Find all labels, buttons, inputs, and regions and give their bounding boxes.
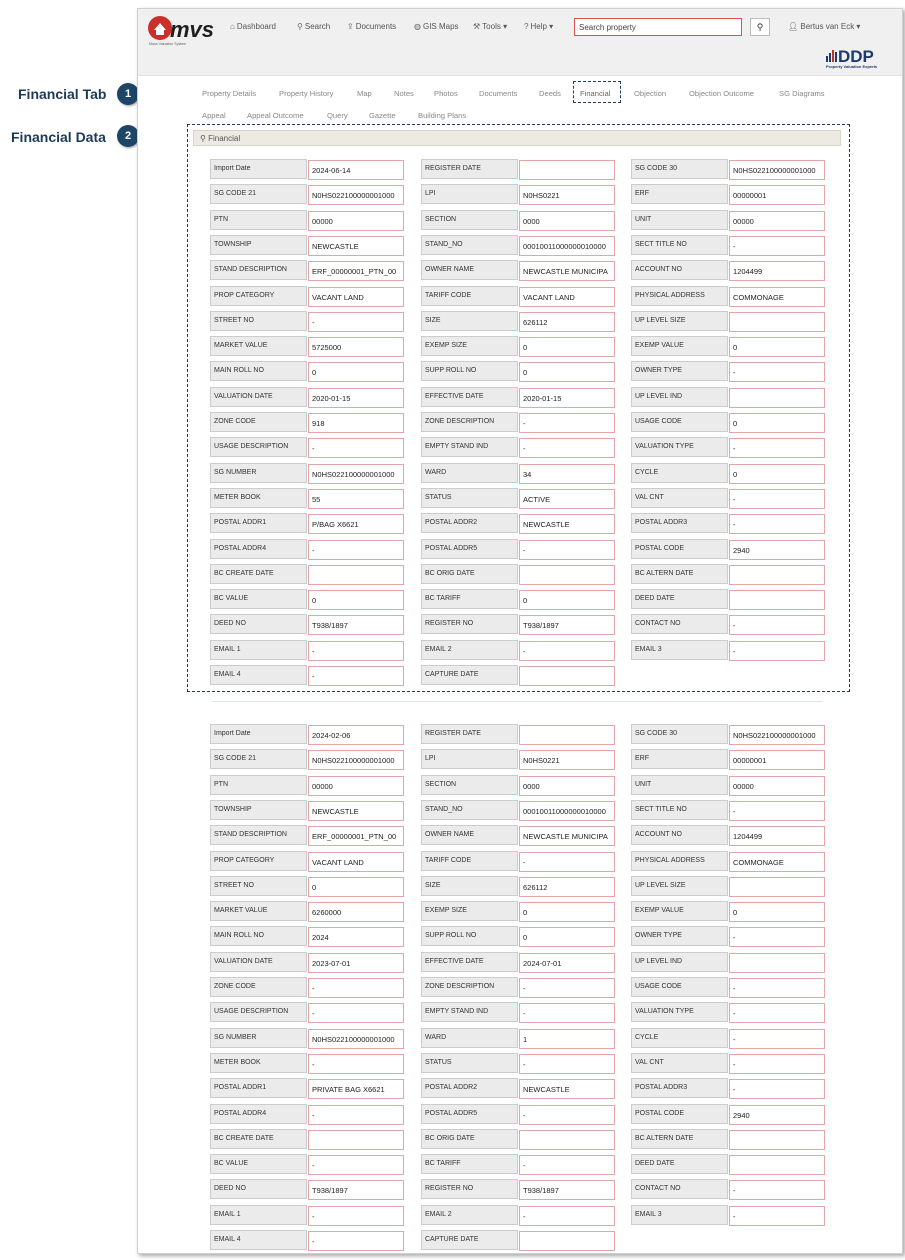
field-value-register-no[interactable]: T938/1897 bbox=[519, 1180, 615, 1200]
field-label-exemp-size: EXEMP SIZE bbox=[421, 901, 518, 921]
field-label-email-3: EMAIL 3 bbox=[631, 640, 728, 660]
field-label-up-level-ind: UP LEVEL IND bbox=[631, 952, 728, 972]
field-value-valuation-date[interactable]: 2020-01-15 bbox=[308, 388, 404, 408]
field-label-ptn: PTN bbox=[210, 210, 307, 230]
field-value-up-level-ind[interactable] bbox=[729, 953, 825, 973]
user-menu[interactable]: 👤︎ Bertus van Eck ▾ bbox=[788, 22, 861, 31]
field-value-unit[interactable]: 00000 bbox=[729, 211, 825, 231]
field-label-unit: UNIT bbox=[631, 775, 728, 795]
field-label-email-4: EMAIL 4 bbox=[210, 1230, 307, 1250]
tab-objection[interactable]: Objection bbox=[634, 89, 667, 98]
field-label-section: SECTION bbox=[421, 210, 518, 230]
field-label-main-roll-no: MAIN ROLL NO bbox=[210, 926, 307, 946]
field-label-stand-description: STAND DESCRIPTION bbox=[210, 260, 307, 280]
field-value-tariff-code[interactable]: VACANT LAND bbox=[519, 287, 615, 307]
field-value-deed-no[interactable]: T938/1897 bbox=[308, 615, 404, 635]
field-label-zone-description: ZONE DESCRIPTION bbox=[421, 412, 518, 432]
field-label-size: SIZE bbox=[421, 311, 518, 331]
field-label-deed-no: DEED NO bbox=[210, 614, 307, 634]
field-label-effective-date: EFFECTIVE DATE bbox=[421, 952, 518, 972]
field-label-bc-altern-date: BC ALTERN DATE bbox=[631, 564, 728, 584]
field-value-sg-code-21[interactable]: N0HS022100000001000 bbox=[308, 185, 404, 205]
field-value-deed-no[interactable]: T938/1897 bbox=[308, 1180, 404, 1200]
field-value-bc-altern-date[interactable] bbox=[729, 1130, 825, 1150]
user-icon: 👤︎ bbox=[788, 22, 801, 31]
field-value-postal-addr4[interactable]: - bbox=[308, 540, 404, 560]
field-label-street-no: STREET NO bbox=[210, 876, 307, 896]
field-label-register-date: REGISTER DATE bbox=[421, 724, 518, 744]
field-label-bc-create-date: BC CREATE DATE bbox=[210, 564, 307, 584]
field-value-prop-category[interactable]: VACANT LAND bbox=[308, 852, 404, 872]
field-label-sg-code-30: SG CODE 30 bbox=[631, 724, 728, 744]
field-label-postal-addr4: POSTAL ADDR4 bbox=[210, 1104, 307, 1124]
field-label-register-date: REGISTER DATE bbox=[421, 159, 518, 179]
callout-label-financial-tab: Financial Tab bbox=[18, 86, 107, 102]
field-label-postal-addr3: POSTAL ADDR3 bbox=[631, 1078, 728, 1098]
field-value-market-value[interactable]: 5725000 bbox=[308, 337, 404, 357]
field-value-email-1[interactable]: - bbox=[308, 641, 404, 661]
field-label-usage-description: USAGE DESCRIPTION bbox=[210, 1002, 307, 1022]
field-label-stand-description: STAND DESCRIPTION bbox=[210, 825, 307, 845]
field-label-owner-name: OWNER NAME bbox=[421, 260, 518, 280]
field-label-val-cnt: VAL CNT bbox=[631, 488, 728, 508]
callout-badge-1: 1 bbox=[117, 83, 139, 105]
field-value-exemp-value[interactable]: 0 bbox=[729, 902, 825, 922]
field-value-sg-code-21[interactable]: N0HS022100000001000 bbox=[308, 750, 404, 770]
field-label-email-1: EMAIL 1 bbox=[210, 640, 307, 660]
svg-text:DDP: DDP bbox=[838, 47, 874, 66]
map-marker-icon: ⚲ bbox=[200, 134, 209, 143]
field-value-empty-stand-ind[interactable]: - bbox=[519, 438, 615, 458]
field-label-meter-book: METER BOOK bbox=[210, 488, 307, 508]
svg-text:Property Valuation Experts: Property Valuation Experts bbox=[826, 64, 878, 69]
field-value-stand-no[interactable]: 00010011000000010000 bbox=[519, 236, 615, 256]
field-label-import-date: Import Date bbox=[210, 159, 307, 179]
field-label-physical-address: PHYSICAL ADDRESS bbox=[631, 286, 728, 306]
field-label-bc-orig-date: BC ORIG DATE bbox=[421, 1129, 518, 1149]
field-value-sect-title-no[interactable]: - bbox=[729, 236, 825, 256]
field-value-valuation-date[interactable]: 2023-07-01 bbox=[308, 953, 404, 973]
field-value-import-date[interactable]: 2024-02-06 bbox=[308, 725, 404, 745]
field-value-contact-no[interactable]: - bbox=[729, 1180, 825, 1200]
field-label-register-no: REGISTER NO bbox=[421, 1179, 518, 1199]
tab-documents[interactable]: Documents bbox=[479, 89, 518, 98]
field-label-stand-no: STAND_NO bbox=[421, 800, 518, 820]
svg-text:mvs: mvs bbox=[170, 17, 215, 42]
field-value-bc-orig-date[interactable] bbox=[519, 1130, 615, 1150]
tab-notes[interactable]: Notes bbox=[394, 89, 414, 98]
field-label-cycle: CYCLE bbox=[631, 1028, 728, 1048]
tab-financial[interactable]: Financial bbox=[580, 89, 611, 98]
field-label-bc-create-date: BC CREATE DATE bbox=[210, 1129, 307, 1149]
field-value-effective-date[interactable]: 2024-07-01 bbox=[519, 953, 615, 973]
tab-property-history[interactable]: Property History bbox=[279, 89, 334, 98]
field-label-bc-tariff: BC TARIFF bbox=[421, 589, 518, 609]
field-value-ptn[interactable]: 00000 bbox=[308, 776, 404, 796]
field-label-sg-code-21: SG CODE 21 bbox=[210, 184, 307, 204]
callout-label-financial-data: Financial Data bbox=[11, 129, 106, 145]
ddp-logo bbox=[824, 44, 888, 70]
field-value-email-2[interactable]: - bbox=[519, 1206, 615, 1226]
field-value-usage-description[interactable]: - bbox=[308, 1003, 404, 1023]
field-value-meter-book[interactable]: 55 bbox=[308, 489, 404, 509]
field-label-prop-category: PROP CATEGORY bbox=[210, 286, 307, 306]
field-value-register-date[interactable] bbox=[519, 160, 615, 180]
field-label-township: TOWNSHIP bbox=[210, 800, 307, 820]
field-value-usage-code[interactable]: 0 bbox=[729, 413, 825, 433]
field-value-valuation-type[interactable]: - bbox=[729, 438, 825, 458]
field-label-market-value: MARKET VALUE bbox=[210, 901, 307, 921]
field-label-exemp-value: EXEMP VALUE bbox=[631, 901, 728, 921]
field-label-postal-code: POSTAL CODE bbox=[631, 1104, 728, 1124]
field-value-bc-create-date[interactable] bbox=[308, 1130, 404, 1150]
tab-appeal-outcome[interactable]: Appeal Outcome bbox=[247, 111, 304, 120]
field-label-postal-code: POSTAL CODE bbox=[631, 539, 728, 559]
tab-appeal[interactable]: Appeal bbox=[202, 111, 226, 120]
field-label-section: SECTION bbox=[421, 775, 518, 795]
field-label-account-no: ACCOUNT NO bbox=[631, 260, 728, 280]
field-value-capture-date[interactable] bbox=[519, 666, 615, 686]
field-label-empty-stand-ind: EMPTY STAND IND bbox=[421, 1002, 518, 1022]
field-value-zone-description[interactable]: - bbox=[519, 413, 615, 433]
field-label-bc-tariff: BC TARIFF bbox=[421, 1154, 518, 1174]
field-value-lpi[interactable]: N0HS0221 bbox=[519, 185, 615, 205]
search-icon: ⚲ bbox=[756, 22, 764, 32]
field-label-up-level-size: UP LEVEL SIZE bbox=[631, 876, 728, 896]
field-value-email-3[interactable]: - bbox=[729, 641, 825, 661]
field-label-usage-description: USAGE DESCRIPTION bbox=[210, 437, 307, 457]
field-label-size: SIZE bbox=[421, 876, 518, 896]
search-button[interactable] bbox=[750, 18, 770, 36]
field-value-postal-addr5[interactable]: - bbox=[519, 540, 615, 560]
field-label-supp-roll-no: SUPP ROLL NO bbox=[421, 361, 518, 381]
field-label-capture-date: CAPTURE DATE bbox=[421, 1230, 518, 1250]
tab-deeds[interactable]: Deeds bbox=[539, 89, 561, 98]
field-value-exemp-size[interactable]: 0 bbox=[519, 337, 615, 357]
field-label-email-1: EMAIL 1 bbox=[210, 1205, 307, 1225]
field-value-val-cnt[interactable]: - bbox=[729, 1054, 825, 1074]
field-value-owner-type[interactable]: - bbox=[729, 362, 825, 382]
field-label-township: TOWNSHIP bbox=[210, 235, 307, 255]
field-value-owner-name[interactable]: NEWCASTLE MUNICIPA bbox=[519, 261, 615, 281]
field-label-cycle: CYCLE bbox=[631, 463, 728, 483]
tab-query[interactable]: Query bbox=[327, 111, 348, 120]
field-value-ward[interactable]: 34 bbox=[519, 464, 615, 484]
field-value-bc-altern-date[interactable] bbox=[729, 565, 825, 585]
field-label-sg-number: SG NUMBER bbox=[210, 463, 307, 483]
field-label-usage-code: USAGE CODE bbox=[631, 977, 728, 997]
field-label-bc-orig-date: BC ORIG DATE bbox=[421, 564, 518, 584]
field-label-stand-no: STAND_NO bbox=[421, 235, 518, 255]
field-value-postal-addr1[interactable]: P/BAG X6621 bbox=[308, 514, 404, 534]
field-label-market-value: MARKET VALUE bbox=[210, 336, 307, 356]
nav-documents[interactable]: ⇪ Documents bbox=[347, 22, 397, 31]
field-value-bc-value[interactable]: 0 bbox=[308, 590, 404, 610]
field-value-township[interactable]: NEWCASTLE bbox=[308, 236, 404, 256]
field-label-bc-value: BC VALUE bbox=[210, 589, 307, 609]
field-value-supp-roll-no[interactable]: 0 bbox=[519, 927, 615, 947]
field-value-township[interactable]: NEWCASTLE bbox=[308, 801, 404, 821]
financial-tab-highlight bbox=[573, 81, 621, 103]
nav-dashboard[interactable]: ⌂ Dashboard bbox=[230, 22, 276, 31]
field-label-usage-code: USAGE CODE bbox=[631, 412, 728, 432]
field-label-sg-number: SG NUMBER bbox=[210, 1028, 307, 1048]
tab-building-plans[interactable]: Building Plans bbox=[418, 111, 467, 120]
field-label-capture-date: CAPTURE DATE bbox=[421, 665, 518, 685]
callout-badge-2: 2 bbox=[117, 125, 139, 147]
field-label-main-roll-no: MAIN ROLL NO bbox=[210, 361, 307, 381]
field-label-owner-name: OWNER NAME bbox=[421, 825, 518, 845]
field-value-import-date[interactable]: 2024-06-14 bbox=[308, 160, 404, 180]
field-label-prop-category: PROP CATEGORY bbox=[210, 851, 307, 871]
field-label-email-2: EMAIL 2 bbox=[421, 1205, 518, 1225]
tab-sg-diagrams[interactable]: SG Diagrams bbox=[779, 89, 825, 98]
nav-help[interactable]: ? Help ▾ bbox=[524, 22, 554, 31]
field-label-status: STATUS bbox=[421, 1053, 518, 1073]
field-label-ptn: PTN bbox=[210, 775, 307, 795]
field-label-owner-type: OWNER TYPE bbox=[631, 361, 728, 381]
field-value-up-level-size[interactable] bbox=[729, 877, 825, 897]
field-value-cycle[interactable]: 0 bbox=[729, 464, 825, 484]
field-label-bc-value: BC VALUE bbox=[210, 1154, 307, 1174]
wrench-icon: ⚒ bbox=[473, 22, 481, 31]
field-value-bc-tariff[interactable]: - bbox=[519, 1155, 615, 1175]
field-value-street-no[interactable]: 0 bbox=[308, 877, 404, 897]
nav-gis-maps[interactable]: ◍ GIS Maps bbox=[414, 22, 459, 31]
field-label-unit: UNIT bbox=[631, 210, 728, 230]
field-value-market-value[interactable]: 6260000 bbox=[308, 902, 404, 922]
field-label-street-no: STREET NO bbox=[210, 311, 307, 331]
record-separator bbox=[212, 701, 822, 702]
field-value-prop-category[interactable]: VACANT LAND bbox=[308, 287, 404, 307]
field-value-capture-date[interactable] bbox=[519, 1231, 615, 1251]
field-label-postal-addr5: POSTAL ADDR5 bbox=[421, 539, 518, 559]
field-value-up-level-size[interactable] bbox=[729, 312, 825, 332]
field-label-postal-addr2: POSTAL ADDR2 bbox=[421, 513, 518, 533]
field-label-tariff-code: TARIFF CODE bbox=[421, 286, 518, 306]
field-label-postal-addr4: POSTAL ADDR4 bbox=[210, 539, 307, 559]
field-value-postal-addr3[interactable]: - bbox=[729, 1079, 825, 1099]
field-value-postal-addr2[interactable]: NEWCASTLE bbox=[519, 514, 615, 534]
field-value-postal-code[interactable]: 2940 bbox=[729, 540, 825, 560]
field-value-bc-value[interactable]: - bbox=[308, 1155, 404, 1175]
field-value-physical-address[interactable]: COMMONAGE bbox=[729, 852, 825, 872]
field-value-street-no[interactable]: - bbox=[308, 312, 404, 332]
field-value-effective-date[interactable]: 2020-01-15 bbox=[519, 388, 615, 408]
mvs-logo[interactable] bbox=[146, 13, 220, 47]
tab-objection-outcome[interactable]: Objection Outcome bbox=[689, 89, 754, 98]
field-label-deed-date: DEED DATE bbox=[631, 589, 728, 609]
field-value-owner-name[interactable]: NEWCASTLE MUNICIPA bbox=[519, 826, 615, 846]
field-value-deed-date[interactable] bbox=[729, 1155, 825, 1175]
field-label-contact-no: CONTACT NO bbox=[631, 1179, 728, 1199]
field-value-size[interactable]: 626112 bbox=[519, 877, 615, 897]
field-label-ward: WARD bbox=[421, 463, 518, 483]
field-value-email-1[interactable]: - bbox=[308, 1206, 404, 1226]
field-value-register-no[interactable]: T938/1897 bbox=[519, 615, 615, 635]
tab-gazette[interactable]: Gazette bbox=[369, 111, 396, 120]
field-label-valuation-type: VALUATION TYPE bbox=[631, 437, 728, 457]
financial-section-header: ⚲ Financial bbox=[193, 130, 841, 146]
field-label-zone-description: ZONE DESCRIPTION bbox=[421, 977, 518, 997]
field-value-status[interactable]: ACTIVE bbox=[519, 489, 615, 509]
field-label-postal-addr2: POSTAL ADDR2 bbox=[421, 1078, 518, 1098]
field-value-supp-roll-no[interactable]: 0 bbox=[519, 362, 615, 382]
field-label-erf: ERF bbox=[631, 184, 728, 204]
field-label-empty-stand-ind: EMPTY STAND IND bbox=[421, 437, 518, 457]
field-value-email-2[interactable]: - bbox=[519, 641, 615, 661]
field-label-postal-addr1: POSTAL ADDR1 bbox=[210, 1078, 307, 1098]
field-value-postal-addr5[interactable]: - bbox=[519, 1105, 615, 1125]
field-label-email-3: EMAIL 3 bbox=[631, 1205, 728, 1225]
field-value-email-3[interactable]: - bbox=[729, 1206, 825, 1226]
search-icon: ⚲ bbox=[297, 22, 303, 31]
field-label-up-level-size: UP LEVEL SIZE bbox=[631, 311, 728, 331]
field-label-status: STATUS bbox=[421, 488, 518, 508]
field-label-exemp-size: EXEMP SIZE bbox=[421, 336, 518, 356]
field-value-size[interactable]: 626112 bbox=[519, 312, 615, 332]
field-label-postal-addr5: POSTAL ADDR5 bbox=[421, 1104, 518, 1124]
field-label-meter-book: METER BOOK bbox=[210, 1053, 307, 1073]
field-value-exemp-value[interactable]: 0 bbox=[729, 337, 825, 357]
field-label-postal-addr1: POSTAL ADDR1 bbox=[210, 513, 307, 533]
field-value-deed-date[interactable] bbox=[729, 590, 825, 610]
field-value-exemp-size[interactable]: 0 bbox=[519, 902, 615, 922]
field-value-usage-code[interactable]: - bbox=[729, 978, 825, 998]
field-label-lpi: LPI bbox=[421, 184, 518, 204]
field-label-import-date: Import Date bbox=[210, 724, 307, 744]
field-label-valuation-date: VALUATION DATE bbox=[210, 952, 307, 972]
dashboard-icon: ⌂ bbox=[230, 22, 235, 31]
upload-icon: ⇪ bbox=[347, 22, 354, 31]
field-label-sect-title-no: SECT TITLE NO bbox=[631, 235, 728, 255]
field-value-postal-code[interactable]: 2940 bbox=[729, 1105, 825, 1125]
field-label-ward: WARD bbox=[421, 1028, 518, 1048]
field-label-val-cnt: VAL CNT bbox=[631, 1053, 728, 1073]
nav-search[interactable]: ⚲ Search bbox=[297, 22, 331, 31]
field-label-up-level-ind: UP LEVEL IND bbox=[631, 387, 728, 407]
field-value-main-roll-no[interactable]: 0 bbox=[308, 362, 404, 382]
top-navbar bbox=[138, 9, 902, 76]
field-value-up-level-ind[interactable] bbox=[729, 388, 825, 408]
field-value-main-roll-no[interactable]: 2024 bbox=[308, 927, 404, 947]
field-value-ptn[interactable]: 00000 bbox=[308, 211, 404, 231]
field-label-owner-type: OWNER TYPE bbox=[631, 926, 728, 946]
field-label-valuation-type: VALUATION TYPE bbox=[631, 1002, 728, 1022]
field-value-account-no[interactable]: 1204499 bbox=[729, 826, 825, 846]
field-value-account-no[interactable]: 1204499 bbox=[729, 261, 825, 281]
field-value-email-4[interactable]: - bbox=[308, 1231, 404, 1251]
field-value-postal-addr3[interactable]: - bbox=[729, 514, 825, 534]
app-window bbox=[137, 8, 903, 1254]
field-label-erf: ERF bbox=[631, 749, 728, 769]
field-value-sg-code-30[interactable]: N0HS022100000001000 bbox=[729, 160, 825, 180]
field-value-section[interactable]: 0000 bbox=[519, 776, 615, 796]
field-value-zone-description[interactable]: - bbox=[519, 978, 615, 998]
field-label-postal-addr3: POSTAL ADDR3 bbox=[631, 513, 728, 533]
field-value-val-cnt[interactable]: - bbox=[729, 489, 825, 509]
field-value-register-date[interactable] bbox=[519, 725, 615, 745]
field-value-physical-address[interactable]: COMMONAGE bbox=[729, 287, 825, 307]
field-label-email-2: EMAIL 2 bbox=[421, 640, 518, 660]
nav-tools[interactable]: ⚒ Tools ▾ bbox=[473, 22, 508, 31]
field-value-sect-title-no[interactable]: - bbox=[729, 801, 825, 821]
field-value-postal-addr1[interactable]: PRIVATE BAG X6621 bbox=[308, 1079, 404, 1099]
field-label-email-4: EMAIL 4 bbox=[210, 665, 307, 685]
field-value-meter-book[interactable]: - bbox=[308, 1054, 404, 1074]
field-value-erf[interactable]: 00000001 bbox=[729, 750, 825, 770]
help-icon: ? bbox=[524, 22, 529, 31]
field-label-sg-code-30: SG CODE 30 bbox=[631, 159, 728, 179]
svg-text:Mass Valuation System: Mass Valuation System bbox=[149, 42, 187, 46]
globe-icon: ◍ bbox=[414, 22, 421, 31]
field-label-valuation-date: VALUATION DATE bbox=[210, 387, 307, 407]
search-input[interactable]: Search property bbox=[574, 18, 742, 36]
field-value-lpi[interactable]: N0HS0221 bbox=[519, 750, 615, 770]
field-value-unit[interactable]: 00000 bbox=[729, 776, 825, 796]
field-value-stand-description[interactable]: ERF_00000001_PTN_00 bbox=[308, 261, 404, 281]
field-value-zone-code[interactable]: - bbox=[308, 978, 404, 998]
field-value-stand-description[interactable]: ERF_00000001_PTN_00 bbox=[308, 826, 404, 846]
field-value-stand-no[interactable]: 00010011000000010000 bbox=[519, 801, 615, 821]
field-label-deed-date: DEED DATE bbox=[631, 1154, 728, 1174]
field-value-status[interactable]: - bbox=[519, 1054, 615, 1074]
field-value-sg-code-30[interactable]: N0HS022100000001000 bbox=[729, 725, 825, 745]
field-label-supp-roll-no: SUPP ROLL NO bbox=[421, 926, 518, 946]
field-value-section[interactable]: 0000 bbox=[519, 211, 615, 231]
field-value-bc-tariff[interactable]: 0 bbox=[519, 590, 615, 610]
field-value-contact-no[interactable]: - bbox=[729, 615, 825, 635]
field-label-lpi: LPI bbox=[421, 749, 518, 769]
field-value-email-4[interactable]: - bbox=[308, 666, 404, 686]
field-label-physical-address: PHYSICAL ADDRESS bbox=[631, 851, 728, 871]
field-value-empty-stand-ind[interactable]: - bbox=[519, 1003, 615, 1023]
field-label-tariff-code: TARIFF CODE bbox=[421, 851, 518, 871]
field-value-sg-number[interactable]: N0HS022100000001000 bbox=[308, 464, 404, 484]
field-value-postal-addr4[interactable]: - bbox=[308, 1105, 404, 1125]
field-label-zone-code: ZONE CODE bbox=[210, 412, 307, 432]
field-value-bc-orig-date[interactable] bbox=[519, 565, 615, 585]
tab-photos[interactable]: Photos bbox=[434, 89, 458, 98]
field-value-cycle[interactable]: - bbox=[729, 1029, 825, 1049]
field-label-exemp-value: EXEMP VALUE bbox=[631, 336, 728, 356]
field-value-erf[interactable]: 00000001 bbox=[729, 185, 825, 205]
field-label-register-no: REGISTER NO bbox=[421, 614, 518, 634]
field-label-contact-no: CONTACT NO bbox=[631, 614, 728, 634]
tab-map[interactable]: Map bbox=[357, 89, 372, 98]
field-value-tariff-code[interactable]: - bbox=[519, 852, 615, 872]
tab-property-details[interactable]: Property Details bbox=[202, 89, 257, 98]
field-value-owner-type[interactable]: - bbox=[729, 927, 825, 947]
field-value-usage-description[interactable]: - bbox=[308, 438, 404, 458]
field-label-zone-code: ZONE CODE bbox=[210, 977, 307, 997]
field-value-valuation-type[interactable]: - bbox=[729, 1003, 825, 1023]
field-label-account-no: ACCOUNT NO bbox=[631, 825, 728, 845]
field-label-deed-no: DEED NO bbox=[210, 1179, 307, 1199]
field-label-sg-code-21: SG CODE 21 bbox=[210, 749, 307, 769]
field-label-bc-altern-date: BC ALTERN DATE bbox=[631, 1129, 728, 1149]
field-label-sect-title-no: SECT TITLE NO bbox=[631, 800, 728, 820]
field-value-sg-number[interactable]: N0HS022100000001000 bbox=[308, 1029, 404, 1049]
field-value-bc-create-date[interactable] bbox=[308, 565, 404, 585]
field-label-effective-date: EFFECTIVE DATE bbox=[421, 387, 518, 407]
field-value-zone-code[interactable]: 918 bbox=[308, 413, 404, 433]
field-value-postal-addr2[interactable]: NEWCASTLE bbox=[519, 1079, 615, 1099]
field-value-ward[interactable]: 1 bbox=[519, 1029, 615, 1049]
